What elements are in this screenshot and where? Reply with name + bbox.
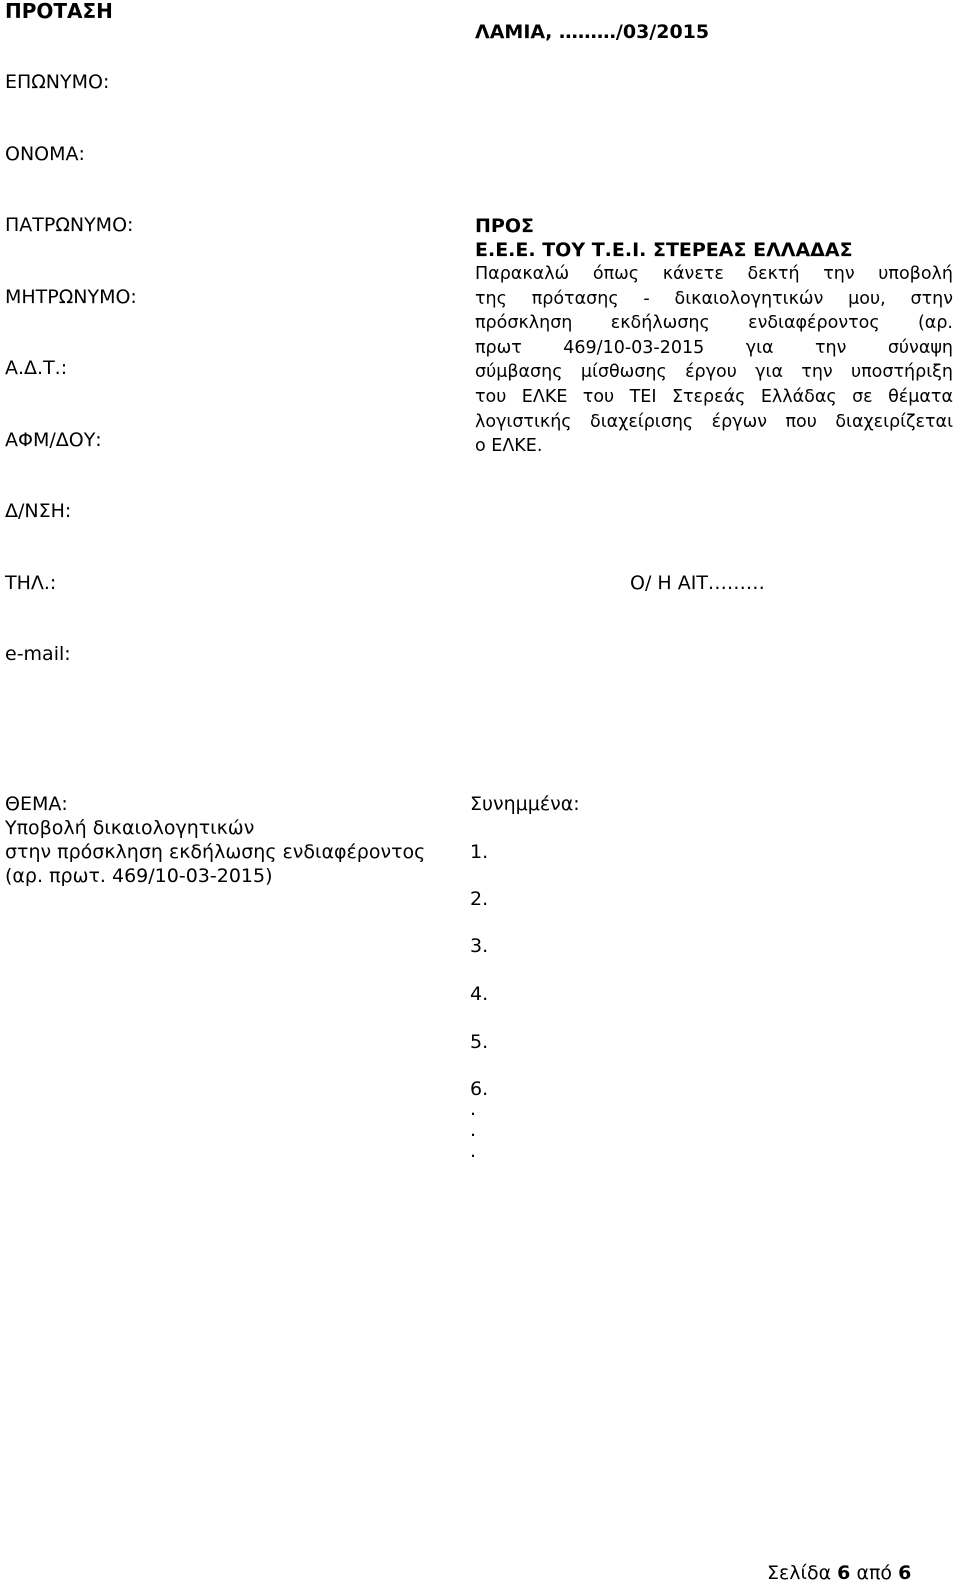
attachment-item: 1. (470, 841, 489, 863)
attachment-item: 3. (470, 935, 489, 957)
field-id-card: Α.Δ.Τ.: (5, 357, 68, 379)
recipient-to-label: ΠΡΟΣ (475, 215, 534, 237)
page-number: 6 (837, 1562, 851, 1584)
page-title: ΠΡΟΤΑΣΗ (5, 0, 113, 23)
page-total: 6 (898, 1562, 912, 1584)
recipient-body-line: ο ΕΛΚΕ. (475, 436, 543, 457)
recipient-body-line: πρόσκληση εκδήλωσης ενδιαφέροντος (αρ. (475, 313, 953, 334)
field-mother-name: ΜΗΤΡΩΝΥΜΟ: (5, 286, 137, 308)
field-phone: ΤΗΛ.: (5, 572, 57, 594)
field-email: e-mail: (5, 643, 71, 665)
subject-line: στην πρόσκληση εκδήλωσης ενδιαφέροντος (5, 841, 426, 863)
attachments-label: Συνημμένα: (470, 793, 580, 815)
attachment-ellipsis: . (470, 1098, 477, 1120)
place-date: ΛΑΜΙΑ, ………/03/2015 (475, 21, 710, 43)
recipient-body-line: του ΕΛΚΕ του ΤΕΙ Στερεάς Ελλάδας σε θέματα (475, 386, 953, 407)
page-footer (767, 1562, 911, 1584)
field-tax-id: ΑΦΜ/ΔΟΥ: (5, 429, 102, 451)
signature-line: Ο/ Η ΑΙΤ……… (630, 572, 765, 594)
subject-line: Υποβολή δικαιολογητικών (5, 817, 255, 839)
recipient-body-line: σύμβασης μίσθωσης έργου για την υποστήριξη (475, 362, 953, 383)
attachment-item: 2. (470, 888, 489, 910)
recipient-body-line: της πρότασης - δικαιολογητικών μου, στην (475, 288, 953, 309)
recipient-body-line: πρωτ 469/10-03-2015 για την σύναψη (475, 337, 953, 358)
of-word: από (856, 1562, 893, 1584)
recipient-block (475, 214, 953, 459)
attachment-ellipsis: . (470, 1140, 477, 1162)
attachment-ellipsis: . (470, 1119, 477, 1141)
recipient-body-line: Παρακαλώ όπως κάνετε δεκτή την υποβολή (475, 264, 953, 284)
attachment-item: 4. (470, 983, 489, 1005)
field-father-name: ΠΑΤΡΩΝΥΜΟ: (5, 214, 134, 236)
subject-label: ΘΕΜΑ: (5, 793, 68, 815)
page-word: Σελίδα (767, 1562, 832, 1584)
field-name: ΟΝΟΜΑ: (5, 143, 85, 165)
recipient-body-line: λογιστικής διαχείρισης έργων που διαχειρίζεται (475, 411, 953, 432)
attachment-item: 5. (470, 1031, 489, 1053)
field-surname: ΕΠΩΝΥΜΟ: (5, 71, 110, 93)
attachment-item: 6. (470, 1078, 489, 1100)
recipient-name: Ε.Ε.Ε. ΤΟΥ Τ.Ε.Ι. ΣΤΕΡΕΑΣ ΕΛΛΑΔΑΣ (475, 239, 853, 261)
field-address: Δ/ΝΣΗ: (5, 500, 72, 522)
subject-line: (αρ. πρωτ. 469/10-03-2015) (5, 865, 273, 887)
